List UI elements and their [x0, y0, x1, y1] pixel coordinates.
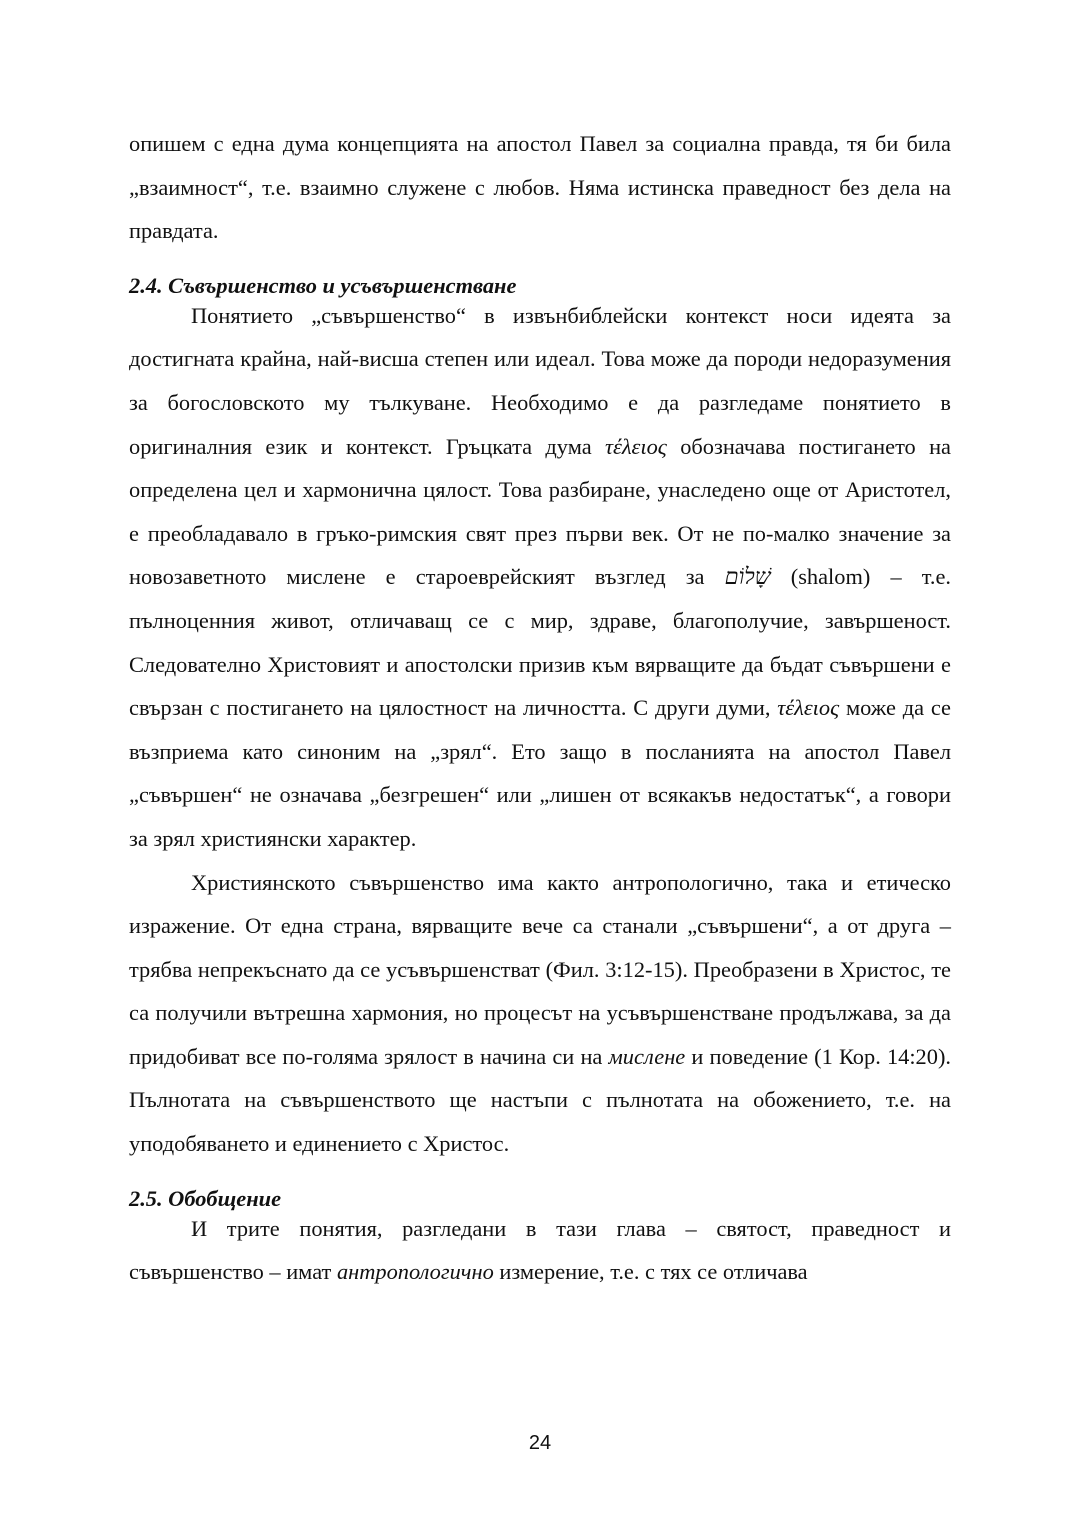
text-run: И трите понятия, разгледани в тази глава – святост, праведност и съвършенство – имат	[129, 1215, 951, 1285]
paragraph-intro: опишем с една дума концепцията на апостол Павел за социална правда, тя би била „взаимност“, т.е. взаимно служене с любов. Няма истинска праведност без дела на правдата.	[129, 131, 951, 244]
paragraph-christian-perfection	[129, 861, 951, 1166]
text-run: (shalom) – т.е. пълноценния живот, отличаващ се с мир, здраве, благополучие, завършеност. Следователно Христовият и апостолски призив към вярващите да бъдат съвършени е свързан с постигането на цялостност на личността. С други думи,	[129, 564, 951, 721]
italic-word-anthropological: антропологично	[336, 1259, 494, 1285]
paragraph-perfection-concept	[129, 294, 951, 861]
section-gap	[129, 1166, 951, 1180]
italic-word-thinking: мислене	[608, 1043, 686, 1069]
hebrew-word-shalom: שָׁלוֹם	[724, 564, 771, 590]
greek-word-teleios: τέλειος	[777, 695, 840, 721]
section-heading-2-4: 2.4. Съвършенство и усъвършенстване	[129, 272, 517, 298]
section-heading-2-5: 2.5. Обобщение	[129, 1185, 282, 1211]
section-gap	[129, 253, 951, 267]
text-run: Християнското съвършенство има както антропологично, така и етическо изражение. От една страна, вярващите вече са станали „съвършени“, а от друга – трябва непрекъснато да се усъвършенстват (Фил. 3:12-15). Преобразени в Христос, те са получили вътрешна хармония, но процесът на усъвършенстване продължава, за да придобиват все по-голяма зрялост в начина си на	[129, 869, 951, 1069]
document-page	[129, 122, 951, 1294]
text-run: обозначава постигането на определена цел и хармонична цялост. Това разбиране, унаследено още от Аристотел, е преобладавало в гръко-римския свят през първи век. От не по-малко значение за новозаветното мислене е староеврейският възглед за	[129, 433, 951, 590]
text-run: Понятието „съвършенство“ в извънбиблейски контекст носи идеята за достигната крайна, най-висша степен или идеал. Това може да породи недоразумения за богословското му тълкуване. Необходимо е да разгледаме понятието в оригиналния език и контекст. Гръцката дума	[129, 302, 951, 459]
paragraph-summary	[129, 1207, 951, 1294]
page-number: 24	[528, 1432, 552, 1454]
text-run: може да се възприема като синоним на „зрял“. Ето защо в посланията на апостол Павел „съвършен“ не означава „безгрешен“ или „лишен от всякакъв недостатък“, а говори за зрял християнски характер.	[129, 695, 951, 851]
greek-word-teleios: τέλειος	[605, 433, 667, 459]
text-run: и поведение (1 Кор. 14:20). Пълнотата на съвършенството ще настъпи с пълнотата на обожението, т.е. на уподобяването и единението с Христос.	[129, 1043, 951, 1157]
text-run: измерение, т.е. с тях се отличава	[493, 1259, 808, 1285]
